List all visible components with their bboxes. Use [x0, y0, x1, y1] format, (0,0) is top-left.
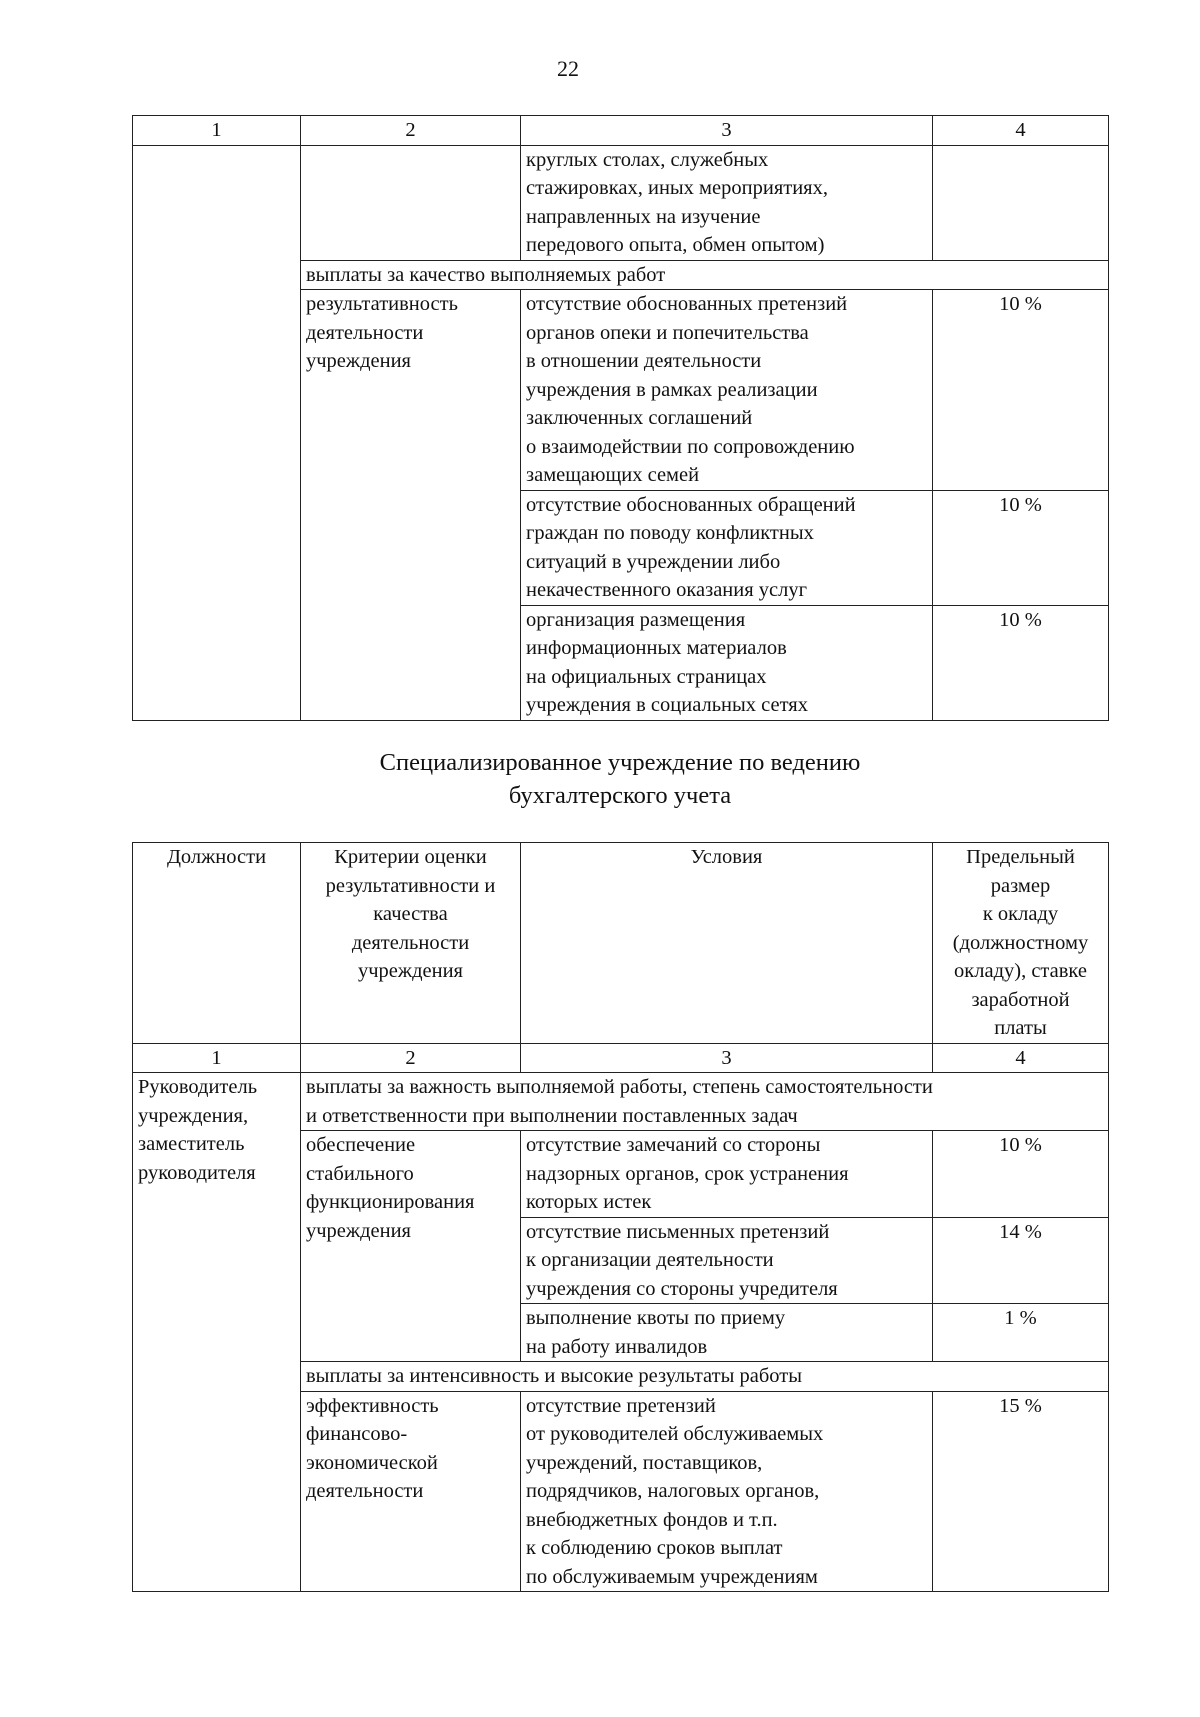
value-cell: 10 %	[933, 490, 1109, 605]
text-line: подрядчиков, налоговых органов,	[526, 1480, 820, 1502]
text-line: Критерии оценки	[334, 846, 487, 868]
text-line: о взаимодействии по сопровождению	[526, 435, 855, 458]
header-criteria	[301, 843, 521, 1044]
text-line: деятельности	[306, 321, 424, 344]
text-line: по обслуживаемым учреждениям	[526, 1565, 818, 1588]
text-line: отсутствие замечаний со стороны	[526, 1134, 821, 1156]
text-line: руководителя	[138, 1161, 256, 1184]
text-line: на официальных страницах	[526, 665, 767, 688]
section-label: выплаты за интенсивность и высокие результаты работы	[301, 1362, 1109, 1392]
table-accounting-institution	[132, 842, 1109, 1592]
text-line: замещающих семей	[526, 464, 700, 486]
value-cell	[933, 145, 1109, 260]
text-line: Условия	[690, 846, 763, 868]
text-line: передового опыта, обмен опытом)	[526, 234, 825, 256]
text-line: информационных материалов	[526, 637, 787, 659]
header-limit	[933, 843, 1109, 1044]
conditions-cell	[521, 605, 933, 720]
text-line: к окладу	[982, 903, 1059, 925]
text-line: эффективность	[306, 1394, 439, 1417]
column-number: 2	[301, 1043, 521, 1073]
text-line: некачественного оказания услуг	[526, 579, 808, 601]
section-label	[301, 1073, 1109, 1131]
text-line: финансово-	[306, 1423, 408, 1445]
text-line: обеспечение	[306, 1134, 416, 1156]
table-payments-continued	[132, 115, 1109, 721]
conditions-cell	[521, 490, 933, 605]
value-cell: 10 %	[933, 1131, 1109, 1218]
text-line: заместитель	[138, 1133, 245, 1155]
criterion-cell	[301, 290, 521, 721]
text-line: платы	[994, 1017, 1047, 1039]
column-number: 1	[133, 116, 301, 146]
column-number: 3	[521, 1043, 933, 1073]
column-number: 3	[521, 116, 933, 146]
text-line: учреждения со стороны учредителя	[526, 1277, 838, 1300]
text-line: учреждений, поставщиков,	[526, 1451, 763, 1474]
text-line: заключенных соглашений	[526, 407, 753, 429]
table-row	[133, 145, 1109, 260]
text-line: (должностному	[952, 931, 1089, 954]
section-heading	[0, 746, 1200, 812]
text-line: функционирования	[306, 1191, 475, 1213]
text-line: и ответственности при выполнении поставленных задач	[306, 1104, 798, 1127]
text-line: граждан по поводу конфликтных	[526, 522, 814, 544]
text-line: к соблюдению сроков выплат	[526, 1537, 783, 1559]
column-number: 2	[301, 116, 521, 146]
text-line: Предельный	[966, 846, 1075, 868]
text-line: результативность	[306, 293, 458, 315]
column-number-row	[133, 1043, 1109, 1073]
text-line: круглых столах, служебных	[526, 148, 769, 171]
value-cell: 14 %	[933, 1217, 1109, 1304]
header-conditions	[521, 843, 933, 1044]
conditions-cell	[521, 1391, 933, 1592]
text-line: отсутствие обоснованных обращений	[526, 493, 856, 516]
text-line: направленных на изучение	[526, 205, 761, 228]
table-header-row	[133, 116, 1109, 146]
text-line: выполнение квоты по приему	[526, 1307, 786, 1329]
text-line: на работу инвалидов	[526, 1335, 708, 1358]
text-line: качества	[373, 903, 448, 925]
value-cell: 15 %	[933, 1391, 1109, 1592]
heading-line: Специализированное учреждение по ведению	[379, 749, 861, 776]
heading-line: бухгалтерского учета	[508, 782, 732, 809]
text-line: которых истек	[526, 1191, 652, 1213]
text-line: окладу), ставке	[954, 960, 1087, 982]
text-line: надзорных органов, срок устранения	[526, 1162, 849, 1185]
text-line: отсутствие письменных претензий	[526, 1220, 830, 1243]
text-line: к организации деятельности	[526, 1249, 774, 1271]
text-line: учреждения	[306, 1219, 411, 1242]
conditions-cell	[521, 1304, 933, 1362]
conditions-cell	[521, 1217, 933, 1304]
section-row	[133, 1073, 1109, 1131]
text-line: результативности и	[325, 874, 496, 897]
position-cell	[133, 1073, 301, 1592]
value-cell: 10 %	[933, 605, 1109, 720]
text-line: отсутствие претензий	[526, 1394, 716, 1417]
text-line: Должности	[166, 846, 267, 868]
criterion-cell	[301, 1391, 521, 1592]
conditions-cell	[521, 145, 933, 260]
text-line: учреждения	[306, 350, 411, 372]
text-line: внебюджетных фондов и т.п.	[526, 1508, 778, 1531]
section-label: выплаты за качество выполняемых работ	[301, 260, 1109, 290]
text-line: учреждения в социальных сетях	[526, 694, 808, 716]
text-line: стажировках, иных мероприятиях,	[526, 177, 828, 199]
column-number: 4	[933, 116, 1109, 146]
position-cell	[133, 145, 301, 720]
text-line: экономической	[306, 1451, 438, 1474]
text-line: заработной	[971, 988, 1070, 1011]
criterion-cell	[301, 1131, 521, 1362]
text-line: учреждения,	[138, 1104, 249, 1127]
text-line: Руководитель	[138, 1076, 258, 1098]
text-line: деятельности	[351, 931, 470, 954]
column-number: 1	[133, 1043, 301, 1073]
text-line: ситуаций в учреждении либо	[526, 550, 781, 573]
text-line: учреждения в рамках реализации	[526, 378, 818, 401]
conditions-cell	[521, 290, 933, 491]
text-line: выплаты за важность выполняемой работы, степень самостоятельности	[306, 1076, 933, 1098]
conditions-cell	[521, 1131, 933, 1218]
text-line: стабильного	[306, 1162, 414, 1185]
value-cell: 1 %	[933, 1304, 1109, 1362]
text-line: органов опеки и попечительства	[526, 321, 809, 344]
text-line: учреждения	[358, 960, 463, 982]
criterion-cell	[301, 145, 521, 260]
header-positions	[133, 843, 301, 1044]
value-cell: 10 %	[933, 290, 1109, 491]
text-line: размер	[990, 874, 1051, 897]
text-line: отсутствие обоснованных претензий	[526, 293, 848, 315]
text-line: организация размещения	[526, 608, 746, 631]
text-line: от руководителей обслуживаемых	[526, 1423, 824, 1445]
text-line: в отношении деятельности	[526, 350, 762, 372]
table-header-row	[133, 843, 1109, 1044]
text-line: деятельности	[306, 1480, 424, 1502]
column-number: 4	[933, 1043, 1109, 1073]
page-number: 22	[557, 56, 579, 81]
